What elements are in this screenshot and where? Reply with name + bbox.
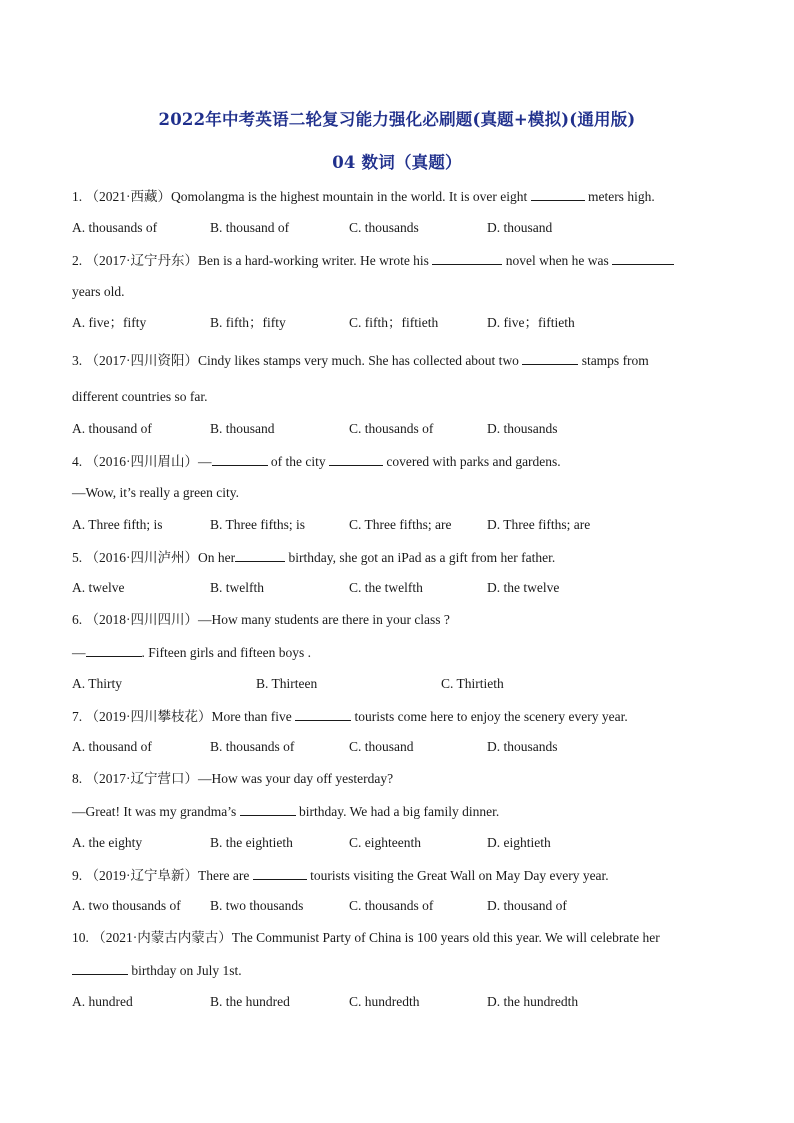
question-3-option-a: A. thousand of [72,421,152,436]
question-9-line-1 [72,867,609,884]
question-text: 10. （2021·内蒙古内蒙古）The Communist Party of China is 100 years old this year. We will celebrate her [72,930,660,945]
question-4-line-2 [72,485,239,501]
answer-blank [235,549,285,562]
question-1-option-b: B. thousand of [210,220,290,235]
answer-blank [612,252,674,265]
question-6-line-1 [72,612,450,628]
question-8-option-b: B. the eightieth [210,835,293,850]
question-text: stamps from [578,353,649,368]
question-text: 9. （2019·辽宁阜新）There are [72,868,253,883]
question-8-line-2 [72,803,499,820]
page-title: 2022年中考英语二轮复习能力强化必刷题(真题+模拟)(通用版) [158,110,636,129]
question-2-line-2 [72,284,124,300]
question-7-option-b: B. thousands of [210,739,295,754]
question-text: 4. （2016·四川眉山）— [72,454,212,469]
question-9-option-c: C. thousands of [349,898,434,913]
answer-blank [432,252,502,265]
question-text: different countries so far. [72,389,208,404]
answer-blank [86,644,142,657]
question-text: —Wow, it’s really a green city. [72,485,239,500]
question-7-option-c: C. thousand [349,739,414,754]
question-text: 5. （2016·四川泸州）On her [72,550,236,565]
question-5-option-a: A. twelve [72,580,125,595]
question-3-option-b: B. thousand [210,421,275,436]
question-5-option-d: D. the twelve [487,580,560,595]
question-text: years old. [72,284,125,299]
question-text: 8. （2017·辽宁营口）—How was your day off yesterday? [72,771,394,786]
answer-blank [329,453,383,466]
question-text: birthday on July 1st. [128,963,242,978]
question-8-option-a: A. the eighty [72,835,143,850]
question-7-option-d: D. thousands [487,739,558,754]
question-9-option-a: A. two thousands of [72,898,181,913]
question-2-option-c: C. fifth；fiftieth [349,315,439,330]
question-6-option-b: B. Thirteen [256,676,318,691]
question-6-line-2 [72,644,311,661]
question-2-option-b: B. fifth；fifty [210,315,286,330]
question-9-option-d: D. thousand of [487,898,567,913]
question-3-line-2 [72,389,207,405]
question-text: — [72,645,86,660]
question-text: 2. （2017·辽宁丹东）Ben is a hard-working writer. He wrote his [72,253,433,268]
question-text: of the city [267,454,329,469]
question-1-option-c: C. thousands [349,220,419,235]
question-2-line-1 [72,252,674,269]
question-7-option-a: A. thousand of [72,739,152,754]
question-1-option-a: A. thousands of [72,220,158,235]
question-text: covered with parks and gardens. [382,454,561,469]
question-text: birthday, she got an iPad as a gift from her father. [285,550,556,565]
question-text: —Great! It was my grandma’s [72,804,240,819]
question-6-option-a: A. Thirty [72,676,122,691]
question-10-option-a: A. hundred [72,994,133,1009]
question-4-option-a: A. Three fifth; is [72,517,163,532]
question-8-line-1 [72,771,393,787]
question-text: novel when he was [502,253,613,268]
question-5-option-b: B. twelfth [210,580,264,595]
question-1-option-d: D. thousand [487,220,553,235]
answer-blank [240,803,296,816]
question-10-option-c: C. hundredth [349,994,420,1009]
question-text: 6. （2018·四川四川）—How many students are there in your class ? [72,612,450,627]
answer-blank [531,188,585,201]
answer-blank [522,352,578,365]
question-4-option-b: B. Three fifths; is [210,517,305,532]
question-text: tourists come here to enjoy the scenery every year. [351,709,628,724]
question-3-line-1 [72,352,649,369]
question-3-option-c: C. thousands of [349,421,434,436]
section-subtitle: 04 数词（真题） [332,153,462,172]
question-8-option-c: C. eighteenth [349,835,421,850]
question-2-option-d: D. five；fiftieth [487,315,575,330]
question-6-option-c: C. Thirtieth [441,676,504,691]
answer-blank [212,453,268,466]
question-text: 7. （2019·四川攀枝花）More than five [72,709,296,724]
question-text: meters high. [584,189,655,204]
answer-blank [295,708,351,721]
question-4-option-c: C. Three fifths; are [349,517,452,532]
question-10-option-d: D. the hundredth [487,994,579,1009]
question-1-line-1 [72,188,655,205]
question-3-option-d: D. thousands [487,421,558,436]
question-8-option-d: D. eightieth [487,835,551,850]
question-9-option-b: B. two thousands [210,898,304,913]
answer-blank [253,867,307,880]
question-text: . Fifteen girls and fifteen boys . [141,645,311,660]
question-10-option-b: B. the hundred [210,994,290,1009]
question-text: 3. （2017·四川资阳）Cindy likes stamps very much. She has collected about two [72,353,523,368]
question-5-line-1 [72,549,555,566]
answer-blank [72,962,128,975]
question-7-line-1 [72,708,628,725]
question-text: tourists visiting the Great Wall on May Day every year. [306,868,609,883]
question-4-option-d: D. Three fifths; are [487,517,591,532]
question-2-option-a: A. five；fifty [72,315,147,330]
question-10-line-1 [72,930,660,946]
question-text: birthday. We had a big family dinner. [295,804,500,819]
question-4-line-1 [72,453,561,470]
question-10-line-2 [72,962,242,979]
question-text: 1. （2021·西藏）Qomolangma is the highest mountain in the world. It is over eight [72,189,531,204]
question-5-option-c: C. the twelfth [349,580,423,595]
